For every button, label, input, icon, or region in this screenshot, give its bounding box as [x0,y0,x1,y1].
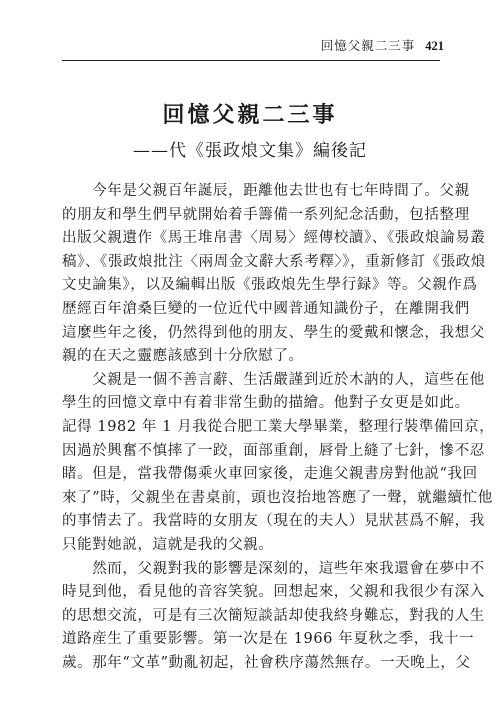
text-line: 歷經百年滄桑巨變的一位近代中國普通知識份子，在離開我們 [62,300,470,317]
text-line: 的事情去了。我當時的女朋友（現在的夫人）見狀甚爲不解，我 [62,513,485,530]
page-number: 421 [425,39,444,53]
text-line: 睹。但是，當我帶傷乘火車回家後，走進父親書房對他説“我回 [62,466,478,483]
text-line: 道路産生了重要影響。第一次是在 1966 年夏秋之季，我十一 [62,631,475,648]
text-line: 記得 1982 年 1 月我從合肥工業大學畢業，整理行裝準備回京， [62,418,495,435]
text-line: 稿》、《張政烺批注〈兩周金文辭大系考釋〉》，重新修訂《張政烺 [62,253,486,270]
text-line: 來了”時，父親坐在書桌前，頭也沒抬地答應了一聲，就繼續忙他 [62,489,493,506]
article-subtitle: ——代《張政烺文集》編後記 [133,141,367,161]
text-line: 然而，父親對我的影響是深刻的，這些年來我還會在夢中不 [62,560,485,577]
article-title: 回憶父親二三事 [162,102,338,128]
text-line: 親的在天之靈應該感到十分欣慰了。 [62,348,304,365]
running-head-title: 回憶父親二三事 [320,38,416,53]
text-line: 的朋友和學生們早就開始着手籌備一系列紀念活動，包括整理 [62,206,470,223]
text-line: 只能對她説，這就是我的父親。 [62,536,274,553]
text-line: 學生的回憶文章中有着非常生動的描繪。他對子女更是如此。 [62,395,470,412]
text-line: 今年是父親百年誕辰，距離他去世也有七年時間了。父親 [62,183,470,199]
running-head [321,36,444,54]
text-line: 父親是一個不善言辭、生活嚴謹到近於木訥的人，這些在他 [62,371,485,388]
text-line: 出版父親遺作《馬王堆帛書〈周易〉經傳校讀》、《張政烺論易叢 [62,230,486,247]
text-line: 時見到他，看見他的音容笑貌。回想起來，父親和我很少有深入 [62,584,485,601]
header-rule [62,60,440,61]
text-line: 歲。那年“文革”動亂初起，社會秩序蕩然無存。一天晚上，父 [62,654,471,671]
text-line: 因過於興奮不慎摔了一跤，面部重創，唇骨上縫了七針，慘不忍 [62,442,485,459]
text-line: 這麼些年之後，仍然得到他的朋友、學生的愛戴和懷念，我想父 [62,324,485,341]
text-line: 的思想交流，可是有三次簡短談話却使我終身難忘，對我的人生 [62,607,485,624]
body-text [62,180,495,675]
text-line: 文史論集》，以及編輯出版《張政烺先生學行録》等。父親作爲 [62,277,478,294]
